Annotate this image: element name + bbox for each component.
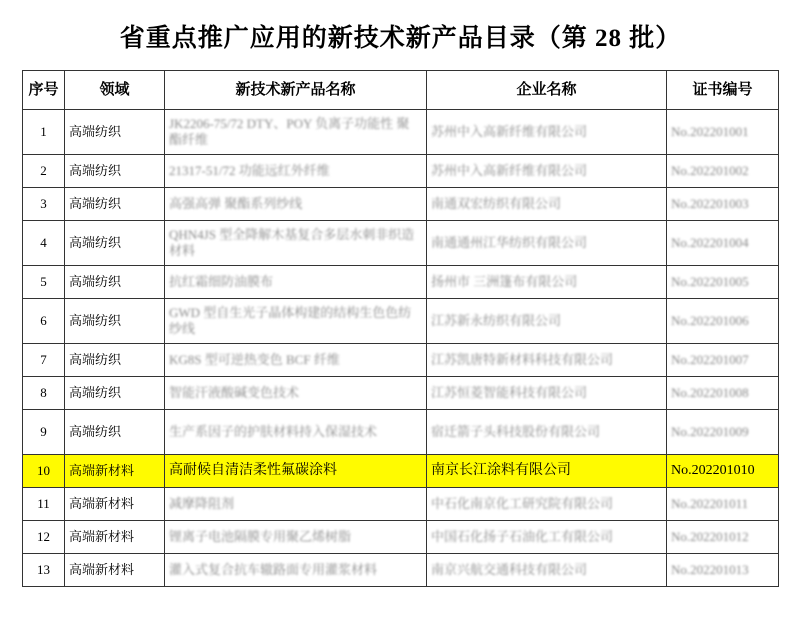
cell-cert: No.202201009 (667, 410, 779, 455)
cell-cert: No.202201002 (667, 155, 779, 188)
cell-cert: No.202201010 (667, 455, 779, 488)
cell-cert: No.202201007 (667, 344, 779, 377)
cell-field: 高端纺织 (65, 188, 165, 221)
cell-field: 高端纺织 (65, 299, 165, 344)
cell-seq: 11 (23, 488, 65, 521)
cell-company: 扬州市 三洲篷布有限公司 (427, 266, 667, 299)
cell-seq: 13 (23, 554, 65, 587)
table-row (23, 410, 779, 455)
cell-company: 江苏新永纺织有限公司 (427, 299, 667, 344)
cell-company: 中国石化扬子石油化工有限公司 (427, 521, 667, 554)
table-row (23, 554, 779, 587)
cell-seq: 3 (23, 188, 65, 221)
cell-seq: 12 (23, 521, 65, 554)
cell-product: 21317-51/72 功能远红外纤维 (165, 155, 427, 188)
cell-field: 高端纺织 (65, 377, 165, 410)
cell-field: 高端纺织 (65, 155, 165, 188)
cell-product: 减摩降阻剂 (165, 488, 427, 521)
cell-field: 高端新材料 (65, 488, 165, 521)
cell-product: 高强高弹 聚酯系列纱线 (165, 188, 427, 221)
table-header (23, 71, 779, 110)
catalog-table (22, 70, 779, 587)
cell-company: 江苏凯唐特新材料科技有限公司 (427, 344, 667, 377)
cell-company: 中石化南京化工研究院有限公司 (427, 488, 667, 521)
cell-cert: No.202201003 (667, 188, 779, 221)
cell-product: 灌入式复合抗车辙路面专用灌浆材料 (165, 554, 427, 587)
page-title: 省重点推广应用的新技术新产品目录（第 28 批） (119, 25, 682, 52)
cell-company: 南通双宏纺织有限公司 (427, 188, 667, 221)
cell-field: 高端新材料 (65, 455, 165, 488)
cell-field: 高端纺织 (65, 266, 165, 299)
cell-cert: No.202201012 (667, 521, 779, 554)
cell-company: 南京兴航交通科技有限公司 (427, 554, 667, 587)
cell-cert: No.202201011 (667, 488, 779, 521)
cell-seq: 6 (23, 299, 65, 344)
cell-seq: 4 (23, 221, 65, 266)
cell-company: 宿迁箭子头科技股份有限公司 (427, 410, 667, 455)
cell-field: 高端新材料 (65, 521, 165, 554)
table-row (23, 110, 779, 155)
table-header-row (23, 71, 779, 110)
table-row (23, 155, 779, 188)
table-row (23, 299, 779, 344)
cell-product: 锂离子电池隔膜专用聚乙烯树脂 (165, 521, 427, 554)
cell-product: 生产系因子的护肤材料持入保湿技术 (165, 410, 427, 455)
table-row (23, 377, 779, 410)
cell-company: 苏州中入高新纤维有限公司 (427, 155, 667, 188)
table-row (23, 521, 779, 554)
cell-field: 高端纺织 (65, 110, 165, 155)
table-body (23, 110, 779, 587)
cell-product: KG8S 型可逆热变色 BCF 纤维 (165, 344, 427, 377)
cell-seq: 7 (23, 344, 65, 377)
cell-seq: 8 (23, 377, 65, 410)
cell-product: GWD 型自生光子晶体构建的结构生色色纺纱线 (165, 299, 427, 344)
cell-field: 高端纺织 (65, 221, 165, 266)
cell-seq: 5 (23, 266, 65, 299)
table-row (23, 266, 779, 299)
cell-cert: No.202201001 (667, 110, 779, 155)
column-header-seq: 序号 (23, 71, 65, 110)
cell-company: 南通通州江华纺织有限公司 (427, 221, 667, 266)
column-header-cert: 证书编号 (667, 71, 779, 110)
cell-cert: No.202201005 (667, 266, 779, 299)
cell-product: 智能汗液酸碱变色技术 (165, 377, 427, 410)
cell-seq: 1 (23, 110, 65, 155)
cell-field: 高端新材料 (65, 554, 165, 587)
table-row (23, 221, 779, 266)
table-row (23, 344, 779, 377)
cell-seq: 10 (23, 455, 65, 488)
cell-product: 高耐候自清洁柔性氟碳涂料 (165, 455, 427, 488)
column-header-company: 企业名称 (427, 71, 667, 110)
cell-cert: No.202201013 (667, 554, 779, 587)
table-row (23, 488, 779, 521)
column-header-product: 新技术新产品名称 (165, 71, 427, 110)
column-header-field: 领域 (65, 71, 165, 110)
cell-cert: No.202201004 (667, 221, 779, 266)
cell-product: JK2206-75/72 DTY、POY 负离子功能性 聚酯纤维 (165, 110, 427, 155)
cell-cert: No.202201006 (667, 299, 779, 344)
cell-company: 江苏恒菱智能科技有限公司 (427, 377, 667, 410)
cell-cert: No.202201008 (667, 377, 779, 410)
cell-seq: 2 (23, 155, 65, 188)
cell-field: 高端纺织 (65, 344, 165, 377)
cell-seq: 9 (23, 410, 65, 455)
cell-product: QHN4JS 型全降解木基复合多层水刺非织造材料 (165, 221, 427, 266)
cell-company: 苏州中入高新纤维有限公司 (427, 110, 667, 155)
table-row (23, 188, 779, 221)
cell-field: 高端纺织 (65, 410, 165, 455)
cell-product: 抗红霜细防油膜布 (165, 266, 427, 299)
table-row (23, 455, 779, 488)
cell-company: 南京长江涂料有限公司 (427, 455, 667, 488)
